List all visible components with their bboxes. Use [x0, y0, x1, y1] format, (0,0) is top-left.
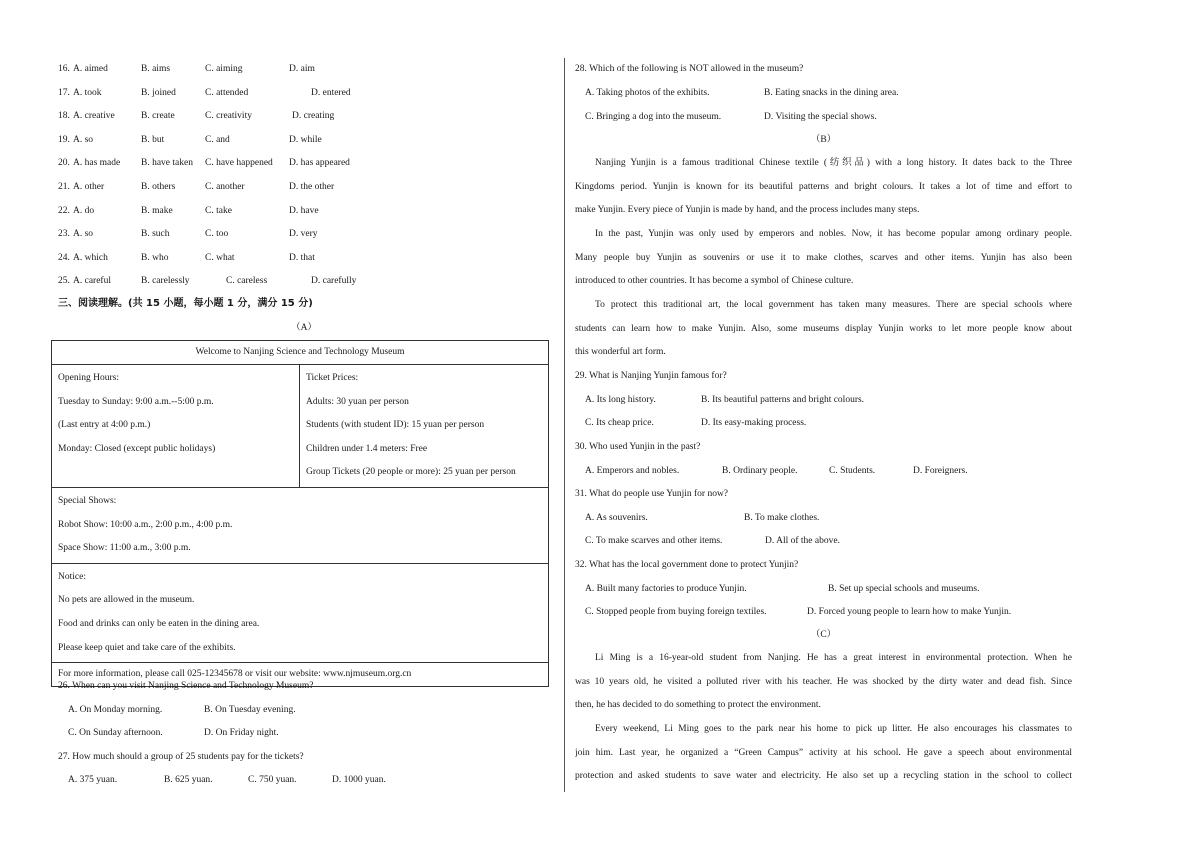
- option-a: A. so: [73, 134, 94, 145]
- ticket-prices: [300, 365, 549, 488]
- notice-line: No pets are allowed in the museum.: [58, 595, 195, 606]
- option-c: C. Students.: [829, 466, 876, 476]
- question-number: 22.: [58, 205, 70, 216]
- option-c: C. have happened: [205, 158, 273, 169]
- passage-line: Li Ming is a 16-year-old student from Nanjing. He has a great interest in environmental protection. When he: [595, 653, 1072, 663]
- option-c: C. Stopped people from buying foreign textiles.: [585, 607, 767, 617]
- passage-b-paragraph: [575, 152, 1072, 223]
- option-a: A. 375 yuan.: [68, 775, 118, 785]
- option-d: D. entered: [311, 87, 351, 98]
- opening-hours-line: Opening Hours:: [58, 373, 119, 383]
- opening-hours: [52, 365, 300, 488]
- question-number: 21.: [58, 182, 70, 192]
- notice-line: Notice:: [58, 571, 86, 582]
- notice-title: Welcome to Nanjing Science and Technology Museum: [52, 341, 549, 365]
- option-c: C. To make scarves and other items.: [585, 536, 723, 546]
- option-d: D. Its easy-making process.: [701, 418, 807, 428]
- option-d: D. Visiting the special shows.: [764, 112, 877, 122]
- option-d: D. the other: [289, 182, 335, 192]
- notice-line: Food and drinks can only be eaten in the dining area.: [58, 618, 260, 629]
- passage-a-label: （A）: [291, 323, 317, 333]
- option-c: C. another: [205, 182, 245, 192]
- option-a: A. so: [73, 229, 94, 240]
- question-31-stem: 31. What do people use Yunjin for now?: [575, 489, 729, 499]
- option-c: C. aiming: [205, 64, 243, 74]
- opening-hours-line: (Last entry at 4:00 p.m.): [58, 420, 151, 431]
- option-a: A. aimed: [73, 64, 108, 74]
- passage-line: students can learn how to make Yunjin. Also, some museums display Yunjin works to let more people know about: [575, 323, 1072, 334]
- question-number: 19.: [58, 134, 70, 145]
- passage-b-label: （B）: [810, 135, 837, 145]
- passage-b-paragraph: [575, 294, 1072, 365]
- question-number: 17.: [58, 87, 70, 98]
- option-c: C. and: [205, 134, 230, 145]
- contact-info: For more information, please call 025-12345678 or visit our website: www.njmuseum.org.cn: [52, 663, 549, 687]
- option-a: A. creative: [73, 111, 115, 122]
- passage-line: Nanjing Yunjin is a famous traditional Chinese textile (纺织品) with a long history. It dates back to the Three: [595, 158, 1072, 168]
- passage-line: then, he has decided to do something to protect the environment.: [575, 700, 821, 711]
- passage-line: In the past, Yunjin was only used by emperors and nobles. Now, it has become popular among ordinary people.: [595, 229, 1072, 239]
- column-divider: [564, 58, 565, 792]
- special-shows-line: Space Show: 11:00 a.m., 3:00 p.m.: [58, 543, 191, 554]
- notice-line: Please keep quiet and take care of the exhibits.: [58, 642, 236, 653]
- question-28-stem: 28. Which of the following is NOT allowed in the museum?: [575, 64, 804, 74]
- option-b: B. Set up special schools and museums.: [828, 584, 980, 594]
- passage-line: this wonderful art form.: [575, 347, 666, 358]
- option-a: A. As souvenirs.: [585, 513, 648, 523]
- ticket-price-line: Students (with student ID): 15 yuan per person: [306, 420, 485, 431]
- option-b: B. make: [141, 205, 173, 216]
- option-b: B. Ordinary people.: [722, 466, 798, 476]
- option-c: C. too: [205, 229, 229, 240]
- question-number: 23.: [58, 229, 70, 240]
- question-30-stem: 30. Who used Yunjin in the past?: [575, 442, 701, 452]
- option-d: D. 1000 yuan.: [332, 775, 386, 785]
- ticket-price-line: Adults: 30 yuan per person: [306, 396, 409, 407]
- passage-line: was 10 years old, he visited a polluted river with his teacher. He was shocked by the dirty water and dead fish. Since: [575, 676, 1072, 687]
- option-a: A. other: [73, 182, 105, 192]
- option-a: A. On Monday morning.: [68, 705, 163, 715]
- option-b: B. carelessly: [141, 276, 190, 287]
- option-b: B. such: [141, 229, 170, 240]
- opening-hours-line: Monday: Closed (except public holidays): [58, 443, 216, 454]
- option-a: A. Emperors and nobles.: [585, 466, 680, 476]
- option-a: A. has made: [73, 158, 121, 169]
- option-b: B. others: [141, 182, 176, 192]
- ticket-price-line: Children under 1.4 meters: Free: [306, 443, 428, 454]
- option-c: C. creativity: [205, 111, 252, 122]
- option-d: D. that: [289, 252, 315, 263]
- passage-line: join him. Last year, he organized a “Green Campus” activity at his school. He gave a speech about environmental: [575, 747, 1072, 758]
- passage-line: Many people buy Yunjin as souvenirs or use it to make clothes, scarves and other items. Yunjin has also been: [575, 252, 1072, 263]
- question-29-stem: 29. What is Nanjing Yunjin famous for?: [575, 371, 727, 381]
- passage-c-paragraph: [575, 718, 1072, 789]
- question-32-stem: 32. What has the local government done to protect Yunjin?: [575, 560, 799, 570]
- special-shows: [52, 487, 549, 563]
- option-c: C. careless: [226, 276, 268, 287]
- option-b: B. have taken: [141, 158, 193, 169]
- passage-line: Kingdoms period. Yunjin is known for its beautiful patterns and bright colours. It takes a lot of time and effort to: [575, 181, 1072, 192]
- passage-line: make Yunjin. Every piece of Yunjin is made by hand, and the process includes many steps.: [575, 205, 920, 216]
- special-shows-line: Special Shows:: [58, 495, 117, 506]
- option-d: D. aim: [289, 64, 315, 74]
- option-a: A. careful: [73, 276, 111, 287]
- option-d: D. has appeared: [289, 158, 350, 169]
- question-27-stem: 27. How much should a group of 25 students pay for the tickets?: [58, 752, 304, 762]
- question-26-stem: 26. When can you visit Nanjing Science and Technology Museum?: [58, 681, 314, 691]
- question-number: 18.: [58, 111, 70, 122]
- special-shows-line: Robot Show: 10:00 a.m., 2:00 p.m., 4:00 p.m.: [58, 519, 233, 530]
- option-c: C. Its cheap price.: [585, 418, 654, 428]
- option-a: A. Built many factories to produce Yunjin.: [585, 584, 747, 594]
- museum-notice: [51, 340, 549, 687]
- option-b: B. create: [141, 111, 175, 122]
- option-b: B. Eating snacks in the dining area.: [764, 88, 899, 98]
- option-c: C. what: [205, 252, 235, 263]
- option-c: C. attended: [205, 87, 249, 98]
- option-a: A. took: [73, 87, 102, 98]
- option-c: C. 750 yuan.: [248, 775, 297, 785]
- option-a: A. Taking photos of the exhibits.: [585, 88, 710, 98]
- option-a: A. do: [73, 205, 95, 216]
- option-d: D. very: [289, 229, 318, 240]
- passage-line: Every weekend, Li Ming goes to the park near his home to pick up litter. He also encourages his classmates to: [595, 724, 1072, 734]
- question-number: 25.: [58, 276, 70, 287]
- option-b: B. joined: [141, 87, 176, 98]
- option-b: B. who: [141, 252, 169, 263]
- question-number: 24.: [58, 252, 70, 263]
- passage-b-paragraph: [575, 223, 1072, 294]
- opening-hours-line: Tuesday to Sunday: 9:00 a.m.--5:00 p.m.: [58, 396, 214, 407]
- passage-line: introduced to other countries. It has become a symbol of Chinese culture.: [575, 276, 854, 287]
- question-number: 16.: [58, 64, 70, 74]
- question-number: 20.: [58, 158, 70, 169]
- option-b: B. but: [141, 134, 165, 145]
- option-d: D. carefully: [311, 276, 357, 287]
- option-b: B. On Tuesday evening.: [204, 705, 296, 715]
- option-d: D. have: [289, 205, 319, 216]
- option-d: D. Foreigners.: [913, 466, 968, 476]
- passage-c-paragraph: [575, 647, 1072, 718]
- option-d: D. while: [289, 134, 322, 145]
- ticket-price-line: Ticket Prices:: [306, 373, 359, 383]
- passage-line: protection and asked students to save water and electricity. He also set up a recycling station in the school to collect: [575, 771, 1072, 782]
- option-c: C. take: [205, 205, 232, 216]
- option-a: A. Its long history.: [585, 395, 656, 405]
- option-d: D. Forced young people to learn how to make Yunjin.: [807, 607, 1012, 617]
- section-heading: 三、阅读理解。(共 15 小题，每小题 1 分，满分 15 分): [58, 298, 313, 309]
- option-b: B. aims: [141, 64, 171, 74]
- passage-line: To protect this traditional art, the local government has taken many measures. There are special schools where: [595, 300, 1072, 310]
- option-b: B. Its beautiful patterns and bright colours.: [701, 395, 865, 405]
- passage-c-label: （C）: [810, 630, 837, 640]
- ticket-price-line: Group Tickets (20 people or more): 25 yuan per person: [306, 467, 516, 478]
- option-d: D. creating: [292, 111, 335, 122]
- option-a: A. which: [73, 252, 108, 263]
- option-b: B. To make clothes.: [744, 513, 820, 523]
- option-c: C. Bringing a dog into the museum.: [585, 112, 722, 122]
- option-d: D. On Friday night.: [204, 728, 279, 738]
- option-c: C. On Sunday afternoon.: [68, 728, 163, 738]
- notice-rules: [52, 563, 549, 662]
- option-d: D. All of the above.: [765, 536, 840, 546]
- option-b: B. 625 yuan.: [164, 775, 213, 785]
